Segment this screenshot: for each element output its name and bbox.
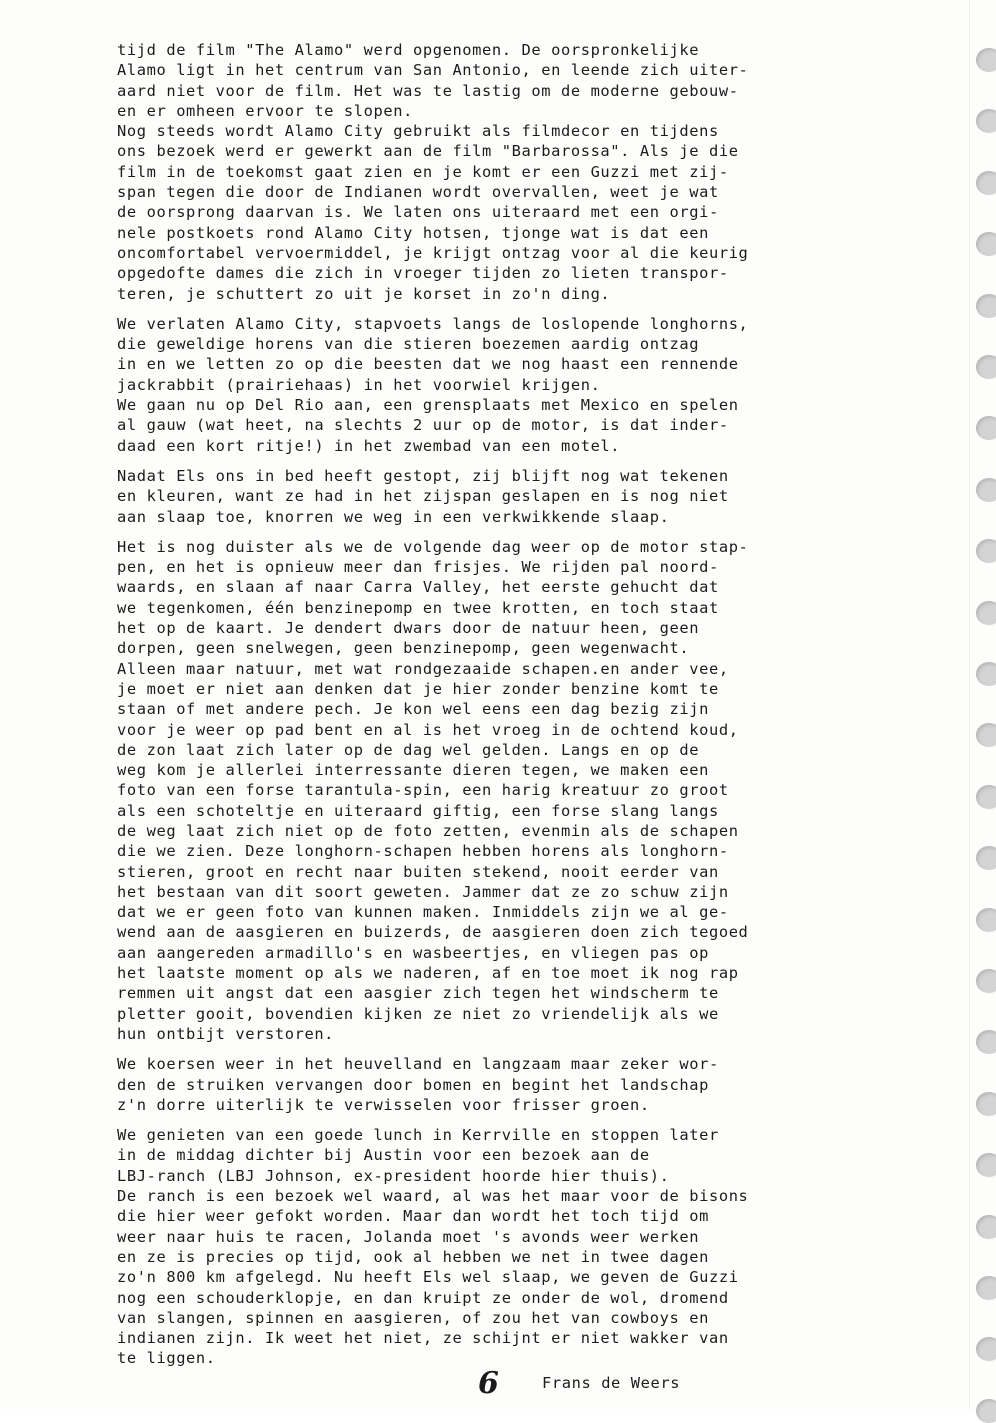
text-line: waards, en slaan af naar Carra Valley, het eerste gehucht dat <box>117 578 719 597</box>
text-line: en kleuren, want ze had in het zijspan geslapen en is nog niet <box>117 487 729 506</box>
text-line: stieren, groot en recht naar buiten stekend, nooit eerder van <box>117 862 719 881</box>
text-line: in de middag dichter bij Austin voor een bezoek aan de <box>117 1146 650 1165</box>
text-line: weg kom je allerlei interressante dieren tegen, we maken een <box>117 761 709 780</box>
text-line: als een schoteltje en uiteraard giftig, een forse slang langs <box>117 801 719 820</box>
text-line: de oorsprong daarvan is. We laten ons uiteraard met een orgi- <box>117 203 719 222</box>
text-line: wend aan de aasgieren en buizerds, de aasgieren doen zich tegoed <box>117 923 749 942</box>
binder-hole <box>976 416 996 440</box>
text-line: je moet er niet aan denken dat je hier zonder benzine komt te <box>117 679 719 698</box>
binder-hole <box>976 294 996 318</box>
text-line: Het is nog duister als we de volgende dag weer op de motor stap- <box>117 537 749 556</box>
paragraph-1 <box>117 40 932 304</box>
text-line: aan aangereden armadillo's en wasbeertjes, en vliegen pas op <box>117 943 709 962</box>
binder-hole <box>976 601 996 625</box>
text-line: remmen uit angst dat een aasgier zich tegen het windscherm te <box>117 984 719 1003</box>
paragraph-2 <box>117 314 932 456</box>
paragraph-5 <box>117 1054 932 1115</box>
text-line: indianen zijn. Ik weet het niet, ze schijnt er niet wakker van <box>117 1329 729 1348</box>
page-footer <box>0 1366 996 1401</box>
paragraph-6 <box>117 1125 932 1369</box>
text-line: opgedofte dames die zich in vroeger tijden zo lieten transpor- <box>117 264 729 283</box>
text-line: foto van een forse tarantula-spin, een harig kreatuur zo groot <box>117 781 729 800</box>
text-line: de zon laat zich later op de dag wel gelden. Langs en op de <box>117 740 700 759</box>
text-line: het bestaan van dit soort geweten. Jammer dat ze zo schuw zijn <box>117 882 729 901</box>
binder-hole <box>976 723 996 747</box>
text-line: nog een schouderklopje, en dan kruipt ze onder de wol, dromend <box>117 1288 729 1307</box>
text-line: voor je weer op pad bent en al is het vroeg in de ochtend koud, <box>117 720 739 739</box>
binder-hole <box>976 1030 996 1054</box>
text-line: span tegen die door de Indianen wordt overvallen, weet je wat <box>117 183 719 202</box>
text-line: die we zien. Deze longhorn-schapen hebben horens als longhorn- <box>117 842 729 861</box>
text-line: te liggen. <box>117 1349 216 1368</box>
binder-hole <box>976 1337 996 1361</box>
text-line: We gaan nu op Del Rio aan, een grensplaats met Mexico en spelen <box>117 396 739 415</box>
binder-holes-strip <box>968 48 996 1409</box>
text-line: aan slaap toe, knorren we weg in een verkwikkende slaap. <box>117 507 670 526</box>
binder-hole <box>976 109 996 133</box>
text-line: We verlaten Alamo City, stapvoets langs de loslopende longhorns, <box>117 314 749 333</box>
text-line: al gauw (wat heet, na slechts 2 uur op de motor, is dat inder- <box>117 416 729 435</box>
text-line: De ranch is een bezoek wel waard, al was het maar voor de bisons <box>117 1187 749 1206</box>
binder-hole <box>976 785 996 809</box>
text-line: en ze is precies op tijd, ook al hebben we net in twee dagen <box>117 1247 709 1266</box>
page-number: 6 <box>478 1366 499 1401</box>
text-line: daad een kort ritje!) in het zwembad van een motel. <box>117 436 621 455</box>
binder-hole <box>976 1153 996 1177</box>
text-line: dat we er geen foto van kunnen maken. Inmiddels zijn we al ge- <box>117 903 729 922</box>
binder-hole <box>976 478 996 502</box>
text-line: We genieten van een goede lunch in Kerrville en stoppen later <box>117 1126 719 1145</box>
binder-hole <box>976 171 996 195</box>
binder-hole <box>976 1215 996 1239</box>
text-line: het laatste moment op als we naderen, af en toe moet ik nog rap <box>117 964 739 983</box>
text-line: hun ontbijt verstoren. <box>117 1024 335 1043</box>
text-line: pen, en het is opnieuw meer dan frisjes. We rijden pal noord- <box>117 558 719 577</box>
text-line: die hier weer gefokt worden. Maar dan wordt het toch tijd om <box>117 1207 709 1226</box>
text-line: z'n dorre uiterlijk te verwisselen voor frisser groen. <box>117 1095 650 1114</box>
text-line: den de struiken vervangen door bomen en begint het landschap <box>117 1075 709 1094</box>
paragraph-4 <box>117 537 932 1044</box>
binder-hole <box>976 1399 996 1423</box>
text-line: aard niet voor de film. Het was te lastig om de moderne gebouw- <box>117 81 739 100</box>
text-line: dorpen, geen snelwegen, geen benzinepomp, geen wegenwacht. <box>117 639 690 658</box>
article-body <box>117 40 932 1379</box>
text-line: in en we letten zo op die beesten dat we nog haast een rennende <box>117 355 739 374</box>
binder-hole <box>976 1276 996 1300</box>
text-line: oncomfortabel vervoermiddel, je krijgt ontzag voor al die keurig <box>117 243 749 262</box>
binder-hole <box>976 232 996 256</box>
text-line: ons bezoek werd er gewerkt aan de film "Barbarossa". Als je die <box>117 142 739 161</box>
text-line: nele postkoets rond Alamo City hotsen, tjonge wat is dat een <box>117 223 709 242</box>
text-line: We koersen weer in het heuvelland en langzaam maar zeker wor- <box>117 1055 719 1074</box>
text-line: tijd de film "The Alamo" werd opgenomen. De oorspronkelijke <box>117 41 700 59</box>
text-line: Nadat Els ons in bed heeft gestopt, zij blijft nog wat tekenen <box>117 466 729 485</box>
text-line: van slangen, spinnen en aasgieren, of zou het van cowboys en <box>117 1308 709 1327</box>
text-line: staan of met andere pech. Je kon wel eens een dag bezig zijn <box>117 700 709 719</box>
text-line: teren, je schuttert zo uit je korset in zo'n ding. <box>117 284 611 303</box>
text-line: Alamo ligt in het centrum van San Antonio, en leende zich uiter- <box>117 61 749 80</box>
author-signature: Frans de Weers <box>542 1374 681 1392</box>
binder-hole <box>976 355 996 379</box>
text-line: Alleen maar natuur, met wat rondgezaaide schapen.en ander vee, <box>117 659 729 678</box>
paragraph-3 <box>117 466 932 527</box>
text-line: de weg laat zich niet op de foto zetten, evenmin als de schapen <box>117 821 739 840</box>
text-line: LBJ-ranch (LBJ Johnson, ex-president hoorde hier thuis). <box>117 1166 670 1185</box>
text-line: pletter gooit, bovendien kijken ze niet zo vriendelijk als we <box>117 1004 719 1023</box>
binder-hole <box>976 969 996 993</box>
binder-hole <box>976 908 996 932</box>
text-line: zo'n 800 km afgelegd. Nu heeft Els wel slaap, we geven de Guzzi <box>117 1268 739 1287</box>
binder-hole <box>976 846 996 870</box>
text-line: en er omheen ervoor te slopen. <box>117 101 413 120</box>
text-line: weer naar huis te racen, Jolanda moet 's avonds weer werken <box>117 1227 700 1246</box>
binder-hole <box>976 48 996 72</box>
text-line: die geweldige horens van die stieren boezemen aardig ontzag <box>117 335 700 354</box>
binder-hole <box>976 662 996 686</box>
text-line: Nog steeds wordt Alamo City gebruikt als filmdecor en tijdens <box>117 122 719 141</box>
binder-hole <box>976 539 996 563</box>
text-line: het op de kaart. Je dendert dwars door de natuur heen, geen <box>117 619 700 638</box>
binder-hole <box>976 1092 996 1116</box>
text-line: jackrabbit (prairiehaas) in het voorwiel krijgen. <box>117 375 601 394</box>
text-line: film in de toekomst gaat zien en je komt er een Guzzi met zij- <box>117 162 729 181</box>
text-line: we tegenkomen, één benzinepomp en twee krotten, en toch staat <box>117 598 719 617</box>
